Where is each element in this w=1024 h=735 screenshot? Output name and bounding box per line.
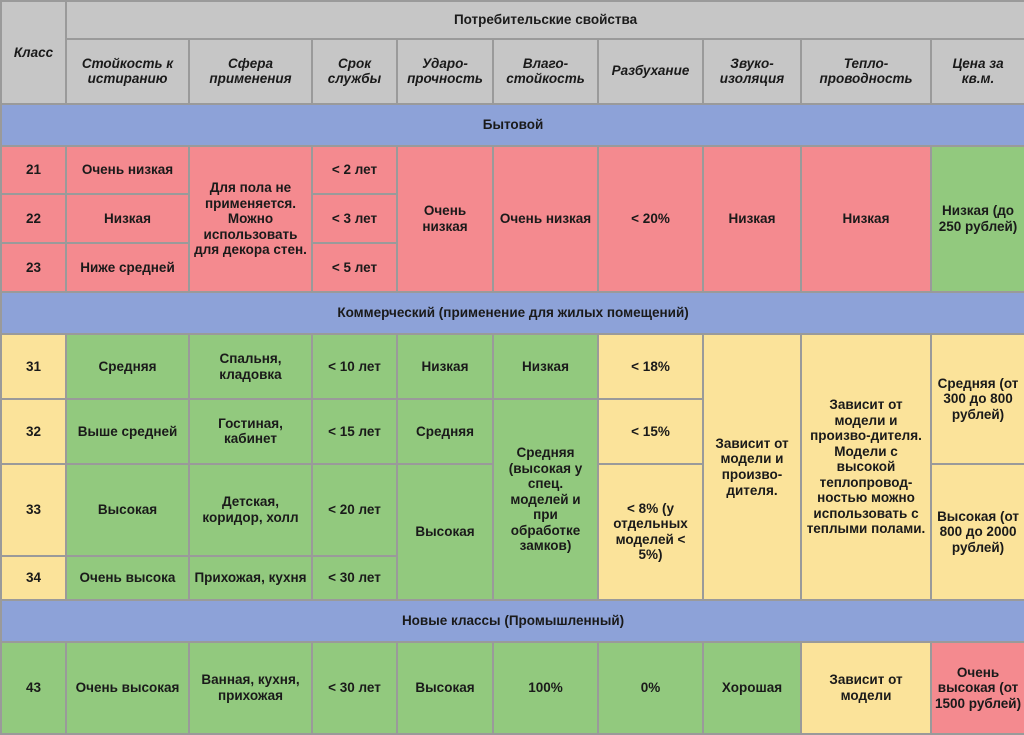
cell-class-32: 32 <box>1 399 66 464</box>
cell-class-23: 23 <box>1 243 66 292</box>
cell-swelling-32: < 15% <box>598 399 703 464</box>
cell-class-43: 43 <box>1 642 66 734</box>
cell-class-33: 33 <box>1 464 66 556</box>
cell-class-21: 21 <box>1 146 66 195</box>
header-col-lifetime: Срок службы <box>312 39 397 104</box>
cell-lifetime-33: < 20 лет <box>312 464 397 556</box>
section-band-row-industrial <box>1 600 1024 642</box>
cell-sound-household: Низкая <box>703 146 801 292</box>
cell-abrasion-34: Очень высока <box>66 556 189 600</box>
cell-abrasion-31: Средняя <box>66 334 189 399</box>
cell-swelling-commercial-merged: < 8% (у отдельных моделей < 5%) <box>598 464 703 600</box>
cell-price-household: Низкая (до 250 рублей) <box>931 146 1024 292</box>
header-col-moisture: Влаго-стойкость <box>493 39 598 104</box>
cell-moisture-household: Очень низкая <box>493 146 598 292</box>
cell-lifetime-32: < 15 лет <box>312 399 397 464</box>
cell-thermal-household: Низкая <box>801 146 931 292</box>
cell-lifetime-23: < 5 лет <box>312 243 397 292</box>
cell-sound-commercial: Зависит от модели и произво-дителя. <box>703 334 801 600</box>
cell-class-34: 34 <box>1 556 66 600</box>
cell-moisture-31: Низкая <box>493 334 598 399</box>
cell-lifetime-43: < 30 лет <box>312 642 397 734</box>
cell-application-33: Детская, коридор, холл <box>189 464 312 556</box>
cell-abrasion-23: Ниже средней <box>66 243 189 292</box>
cell-price-commercial-high: Высокая (от 800 до 2000 рублей) <box>931 464 1024 600</box>
cell-thermal-commercial: Зависит от модели и произво-дителя. Модели с высокой теплопровод-ностью можно использовать с теплыми полами. <box>801 334 931 600</box>
section-title-household: Бытовой <box>1 104 1024 146</box>
cell-abrasion-43: Очень высокая <box>66 642 189 734</box>
cell-swelling-household: < 20% <box>598 146 703 292</box>
cell-abrasion-32: Выше средней <box>66 399 189 464</box>
cell-impact-commercial-high: Высокая <box>397 464 493 600</box>
header-col-swelling: Разбухание <box>598 39 703 104</box>
cell-application-34: Прихожая, кухня <box>189 556 312 600</box>
cell-application-32: Гостиная, кабинет <box>189 399 312 464</box>
section-band-row-household <box>1 104 1024 146</box>
cell-impact-household: Очень низкая <box>397 146 493 292</box>
header-col-price: Цена за кв.м. <box>931 39 1024 104</box>
cell-abrasion-21: Очень низкая <box>66 146 189 195</box>
cell-class-22: 22 <box>1 194 66 243</box>
section-band-row-commercial <box>1 292 1024 334</box>
cell-lifetime-34: < 30 лет <box>312 556 397 600</box>
cell-impact-31: Низкая <box>397 334 493 399</box>
table-row <box>1 334 1024 399</box>
cell-lifetime-22: < 3 лет <box>312 194 397 243</box>
cell-thermal-43: Зависит от модели <box>801 642 931 734</box>
header-consumer-properties: Потребительские свойства <box>66 1 1024 39</box>
cell-application-household: Для пола не применяется. Можно использовать для декора стен. <box>189 146 312 292</box>
header-col-abrasion: Стойкость к истиранию <box>66 39 189 104</box>
cell-lifetime-31: < 10 лет <box>312 334 397 399</box>
section-title-industrial: Новые классы (Промышленный) <box>1 600 1024 642</box>
cell-price-commercial-low: Средняя (от 300 до 800 рублей) <box>931 334 1024 464</box>
section-title-commercial: Коммерческий (применение для жилых помещений) <box>1 292 1024 334</box>
cell-moisture-commercial-merged: Средняя (высокая у спец. моделей и при обработке замков) <box>493 399 598 600</box>
cell-moisture-43: 100% <box>493 642 598 734</box>
cell-sound-43: Хорошая <box>703 642 801 734</box>
cell-price-43: Очень высокая (от 1500 рублей) <box>931 642 1024 734</box>
header-col-application: Сфера применения <box>189 39 312 104</box>
table-header-row-top <box>1 1 1024 39</box>
cell-impact-43: Высокая <box>397 642 493 734</box>
cell-abrasion-22: Низкая <box>66 194 189 243</box>
header-col-sound: Звуко-изоляция <box>703 39 801 104</box>
table-row <box>1 146 1024 195</box>
cell-abrasion-33: Высокая <box>66 464 189 556</box>
cell-application-43: Ванная, кухня, прихожая <box>189 642 312 734</box>
table-row <box>1 642 1024 734</box>
cell-swelling-31: < 18% <box>598 334 703 399</box>
header-class: Класс <box>1 1 66 104</box>
cell-class-31: 31 <box>1 334 66 399</box>
header-col-impact: Ударо-прочность <box>397 39 493 104</box>
cell-lifetime-21: < 2 лет <box>312 146 397 195</box>
header-col-thermal: Тепло-проводность <box>801 39 931 104</box>
cell-impact-32: Средняя <box>397 399 493 464</box>
cell-swelling-43: 0% <box>598 642 703 734</box>
table-header-row-columns <box>1 39 1024 104</box>
cell-application-31: Спальня, кладовка <box>189 334 312 399</box>
